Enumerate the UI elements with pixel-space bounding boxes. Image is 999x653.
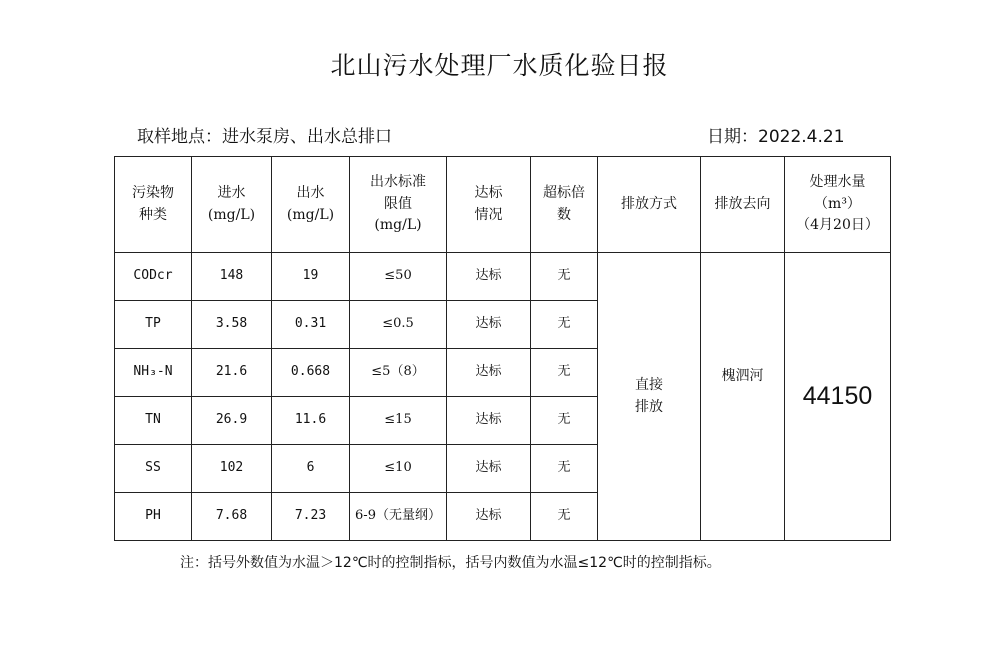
- cell-exceed: 无: [531, 445, 598, 493]
- cell-effluent: 6: [272, 445, 350, 493]
- header-exceed-line1: 超标倍: [543, 184, 585, 201]
- header-limit-line3: (mg/L): [374, 217, 422, 234]
- cell-influent: 102: [192, 445, 272, 493]
- cell-effluent: 19: [272, 253, 350, 301]
- header-pollutant: [115, 157, 192, 253]
- cell-effluent: 7.23: [272, 493, 350, 541]
- header-exceed-line2: 数: [557, 206, 571, 223]
- header-limit: [350, 157, 447, 253]
- cell-exceed: 无: [531, 253, 598, 301]
- header-effluent: [272, 157, 350, 253]
- header-limit-line1: 出水标准: [370, 173, 426, 190]
- table-row: [115, 253, 891, 301]
- cell-pollutant: PH: [115, 493, 192, 541]
- header-discharge-method: 排放方式: [598, 157, 701, 253]
- cell-influent: 26.9: [192, 397, 272, 445]
- cell-influent: 148: [192, 253, 272, 301]
- header-influent-line1: 进水: [217, 184, 246, 201]
- cell-influent: 21.6: [192, 349, 272, 397]
- cell-exceed: 无: [531, 397, 598, 445]
- cell-status: 达标: [447, 493, 531, 541]
- cell-status: 达标: [447, 301, 531, 349]
- header-limit-line2: 限值: [384, 195, 412, 212]
- cell-status: 达标: [447, 349, 531, 397]
- sampling-location: 取样地点：进水泵房、出水总排口: [137, 127, 392, 147]
- report-date: 日期：2022.4.21: [707, 127, 845, 147]
- discharge-method-line1: 直接: [635, 376, 663, 393]
- report-title: 北山污水处理厂水质化验日报: [330, 51, 669, 80]
- header-effluent-line1: 出水: [296, 184, 325, 201]
- cell-limit: ≤0.5: [350, 301, 447, 349]
- cell-status: 达标: [447, 253, 531, 301]
- cell-exceed: 无: [531, 301, 598, 349]
- cell-effluent: 0.668: [272, 349, 350, 397]
- cell-volume: 44150: [785, 253, 891, 541]
- header-influent: [192, 157, 272, 253]
- cell-discharge-to: 槐泗河: [701, 253, 785, 541]
- header-status-line1: 达标: [474, 184, 503, 201]
- header-volume-line1: 处理水量: [809, 173, 866, 190]
- header-influent-line2: (mg/L): [207, 206, 256, 223]
- cell-pollutant: TN: [115, 397, 192, 445]
- cell-status: 达标: [447, 397, 531, 445]
- cell-pollutant: SS: [115, 445, 192, 493]
- cell-effluent: 11.6: [272, 397, 350, 445]
- cell-limit: 6-9（无量纲）: [350, 493, 447, 541]
- cell-limit: ≤5（8）: [350, 349, 447, 397]
- header-volume: [785, 157, 891, 253]
- cell-limit: ≤50: [350, 253, 447, 301]
- header-status-line2: 情况: [474, 206, 503, 223]
- cell-limit: ≤10: [350, 445, 447, 493]
- cell-exceed: 无: [531, 493, 598, 541]
- cell-influent: 7.68: [192, 493, 272, 541]
- cell-pollutant: CODcr: [115, 253, 192, 301]
- header-effluent-line2: (mg/L): [286, 206, 335, 223]
- header-pollutant-line2: 种类: [139, 206, 167, 223]
- table-header-row: [115, 157, 891, 253]
- cell-exceed: 无: [531, 349, 598, 397]
- water-quality-table: [114, 156, 891, 541]
- cell-pollutant: NH₃-N: [115, 349, 192, 397]
- cell-status: 达标: [447, 445, 531, 493]
- discharge-method-line2: 排放: [635, 398, 663, 415]
- cell-discharge-method: [598, 253, 701, 541]
- header-discharge-to: 排放去向: [701, 157, 785, 253]
- header-exceed: [531, 157, 598, 253]
- footnote: 注：括号外数值为水温＞12℃时的控制指标，括号内数值为水温≤12℃时的控制指标。: [180, 555, 721, 571]
- cell-pollutant: TP: [115, 301, 192, 349]
- header-status: [447, 157, 531, 253]
- header-volume-line3: （4月20日）: [796, 217, 879, 234]
- cell-influent: 3.58: [192, 301, 272, 349]
- header-pollutant-line1: 污染物: [132, 184, 174, 201]
- header-volume-line2: （m³）: [814, 195, 861, 212]
- cell-effluent: 0.31: [272, 301, 350, 349]
- cell-limit: ≤15: [350, 397, 447, 445]
